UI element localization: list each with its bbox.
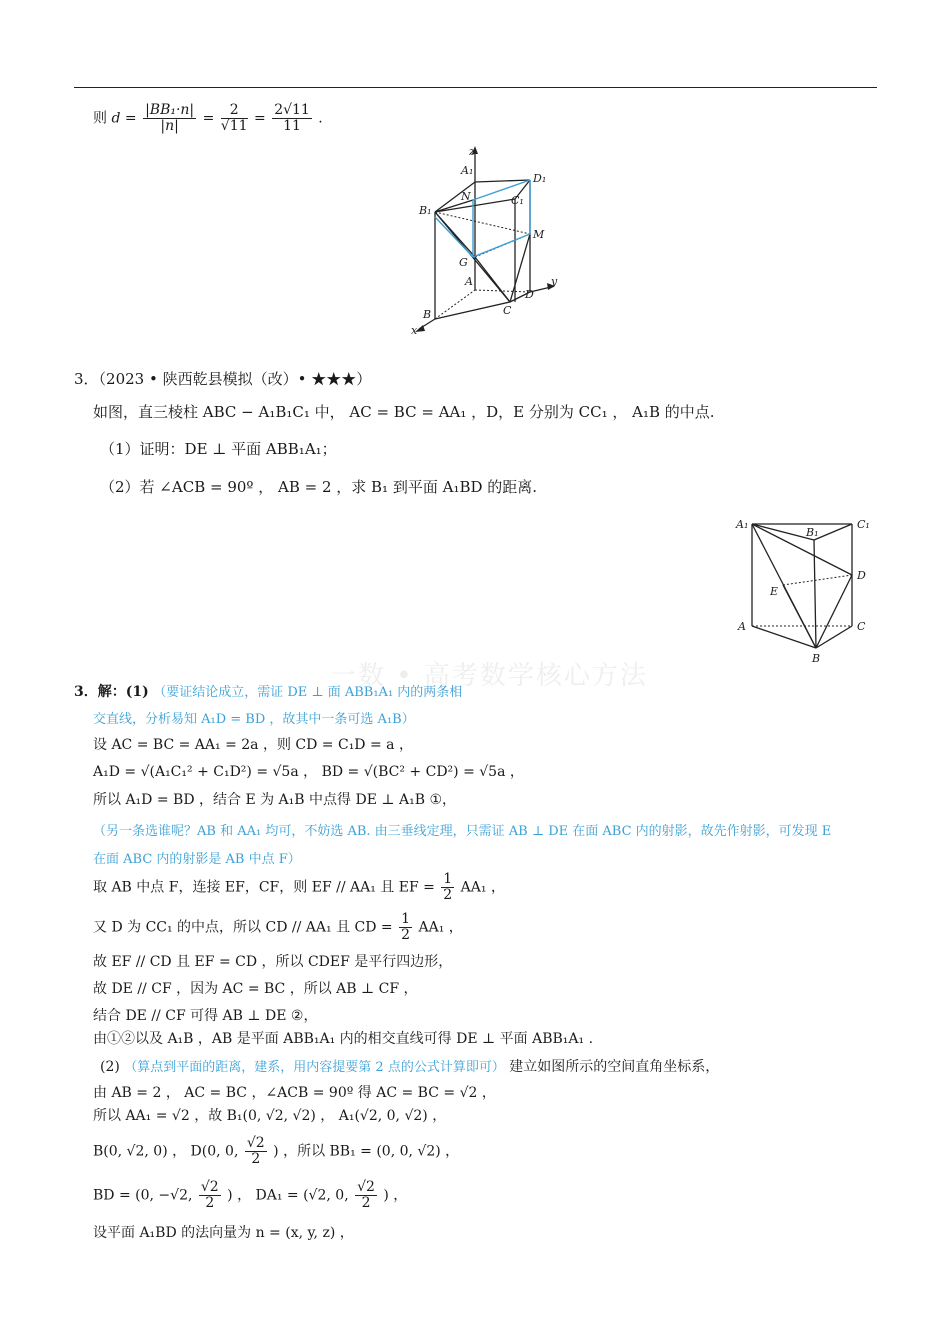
solution-label: 3．解：(1) bbox=[74, 684, 149, 700]
frac-num: 1 bbox=[401, 911, 411, 927]
watermark: 一数 • 高考数学核心方法 bbox=[330, 661, 648, 691]
label-a: A bbox=[465, 275, 473, 288]
sqrt2-half-frac bbox=[355, 1180, 377, 1211]
formula-frac-3 bbox=[272, 103, 312, 134]
eq-sign: = bbox=[254, 110, 266, 127]
problem-header: 3．（2023 • 陕西乾县模拟（改）• ★★★） bbox=[74, 370, 372, 388]
solution-line-17 bbox=[93, 1136, 459, 1167]
frac-den: √11 bbox=[220, 118, 248, 134]
problem-statement: 如图，直三棱柱 ABC − A₁B₁C₁ 中， AC = BC = AA₁ ，D，E 分别为 CC₁ ， A₁B 的中点. bbox=[93, 403, 715, 421]
label-a1: A₁ bbox=[736, 518, 749, 531]
frac-num: √2 bbox=[357, 1179, 375, 1195]
solution-part-2 bbox=[100, 1057, 719, 1078]
text: 建立如图所示的空间直角坐标系， bbox=[509, 1059, 720, 1075]
hint-3: （算点到平面的距离，建系，用内容提要第 2 点的公式计算即可） bbox=[124, 1060, 505, 1075]
label-g: G bbox=[459, 256, 468, 269]
label-c: C bbox=[503, 304, 512, 317]
question-2: （2）若 ∠ACB = 90º ， AB = 2 ，求 B₁ 到平面 A₁BD 的距离. bbox=[100, 478, 538, 496]
text: BD = (0, −√2, bbox=[93, 1187, 193, 1204]
frac-num: 2 bbox=[221, 103, 248, 119]
text: ) ，所以 BB₁ = (0, 0, √2) ， bbox=[273, 1143, 460, 1160]
hint-1: （要证结论成立，需证 DE ⊥ 面 ABB₁A₁ 内的两条相 bbox=[153, 685, 463, 700]
label-c: C bbox=[857, 620, 866, 633]
text: AA₁ ， bbox=[460, 879, 505, 896]
frac-den: 2 bbox=[401, 927, 411, 943]
sqrt2-half-frac bbox=[245, 1136, 267, 1167]
solution-line-11: 故 DE // CF ，因为 AC = BC ，所以 AB ⊥ CF ， bbox=[93, 981, 418, 997]
period: . bbox=[318, 110, 323, 127]
frac-den: 2 bbox=[251, 1151, 261, 1167]
frac-den: 2 bbox=[205, 1195, 215, 1211]
solution-line-4: A₁D = √(A₁C₁² + C₁D²) = √5a ， BD = √(BC² + CD²) = √5a ， bbox=[93, 764, 524, 780]
distance-formula bbox=[93, 103, 323, 134]
solution-line-3: 设 AC = BC = AA₁ = 2a ，则 CD = C₁D = a ， bbox=[93, 737, 413, 753]
solution-line-8 bbox=[93, 872, 505, 903]
text: ) ， DA₁ = (√2, 0, bbox=[227, 1187, 349, 1204]
label-m: M bbox=[533, 228, 545, 241]
hint-2-cont: 在面 ABC 内的射影是 AB 中点 F） bbox=[93, 852, 301, 867]
hint-2: （另一条选谁呢？AB 和 AA₁ 均可，不妨选 AB. 由三垂线定理，只需证 AB ⊥ DE 在面 ABC 内的射影，故先作射影，可发现 E bbox=[93, 824, 832, 839]
solution-line-10: 故 EF // CD 且 EF = CD ，所以 CDEF 是平行四边形， bbox=[93, 954, 453, 970]
part-label: (2) bbox=[100, 1059, 120, 1075]
sqrt2-half-frac bbox=[199, 1180, 221, 1211]
formula-frac-2 bbox=[221, 103, 248, 134]
solution-line-1 bbox=[74, 682, 462, 703]
label-x: x bbox=[411, 324, 418, 337]
formula-prefix: 则 bbox=[93, 110, 107, 127]
label-b: B bbox=[423, 308, 432, 321]
text: B(0, √2, 0) ， D(0, 0, bbox=[93, 1143, 239, 1160]
label-e: E bbox=[770, 585, 779, 598]
label-a: A bbox=[738, 620, 746, 633]
text: 取 AB 中点 F，连接 EF，CF，则 EF // AA₁ 且 EF = bbox=[93, 879, 435, 896]
prism-coordinate-figure bbox=[405, 142, 565, 342]
solution-line-12: 结合 DE // CF 可得 AB ⊥ DE ②， bbox=[93, 1008, 318, 1024]
solution-line-19: 设平面 A₁BD 的法向量为 n = (x, y, z) ， bbox=[93, 1225, 354, 1241]
frac-den: 11 bbox=[283, 118, 301, 134]
formula-lhs: d = bbox=[111, 110, 137, 127]
eq-sign: = bbox=[202, 110, 215, 127]
header-rule bbox=[74, 87, 877, 88]
label-z: z bbox=[469, 145, 475, 158]
solution-line-15: 由 AB = 2 ， AC = BC ，∠ACB = 90º 得 AC = BC = √2 ， bbox=[93, 1085, 496, 1101]
frac-num: √2 bbox=[246, 1135, 265, 1151]
half-frac bbox=[441, 872, 454, 903]
text: 又 D 为 CC₁ 的中点，所以 CD // AA₁ 且 CD = bbox=[93, 919, 393, 936]
label-b1: B₁ bbox=[419, 204, 432, 217]
solution-line-13: 由①②以及 A₁B ，AB 是平面 ABB₁A₁ 内的相交直线可得 DE ⊥ 平面 ABB₁A₁ . bbox=[93, 1031, 594, 1047]
frac-num: |BB₁·n| bbox=[145, 102, 195, 118]
frac-den: |n| bbox=[160, 118, 179, 134]
hint-1-cont: 交直线，分析易知 A₁D = BD ，故其中一条可选 A₁B） bbox=[93, 712, 415, 727]
prism-figure bbox=[732, 512, 882, 667]
solution-line-16: 所以 AA₁ = √2 ，故 B₁(0, √2, √2) ， A₁(√2, 0, √2) ， bbox=[93, 1108, 447, 1124]
formula-frac-1 bbox=[143, 103, 196, 134]
question-1: （1）证明：DE ⊥ 平面 ABB₁A₁； bbox=[100, 440, 337, 458]
label-b1: B₁ bbox=[806, 526, 819, 539]
label-a1: A₁ bbox=[461, 164, 474, 177]
frac-den: 2 bbox=[361, 1195, 371, 1211]
frac-den: 2 bbox=[443, 887, 453, 903]
label-d1: D₁ bbox=[533, 172, 547, 185]
frac-num: 2√11 bbox=[274, 102, 310, 118]
solution-line-5: 所以 A₁D = BD ，结合 E 为 A₁B 中点得 DE ⊥ A₁B ①， bbox=[93, 792, 456, 808]
label-b: B bbox=[812, 652, 821, 665]
frac-num: 1 bbox=[443, 871, 453, 887]
text: AA₁ ， bbox=[418, 919, 463, 936]
label-y: y bbox=[551, 275, 558, 288]
label-d: D bbox=[525, 288, 534, 301]
label-d: D bbox=[857, 569, 866, 582]
label-n: N bbox=[461, 190, 471, 203]
text: ) ， bbox=[383, 1187, 408, 1204]
half-frac bbox=[399, 912, 412, 943]
label-c1: C₁ bbox=[511, 194, 524, 207]
solution-line-9 bbox=[93, 912, 463, 943]
frac-num: √2 bbox=[200, 1179, 219, 1195]
label-c1: C₁ bbox=[857, 518, 870, 531]
solution-line-18 bbox=[93, 1180, 407, 1211]
